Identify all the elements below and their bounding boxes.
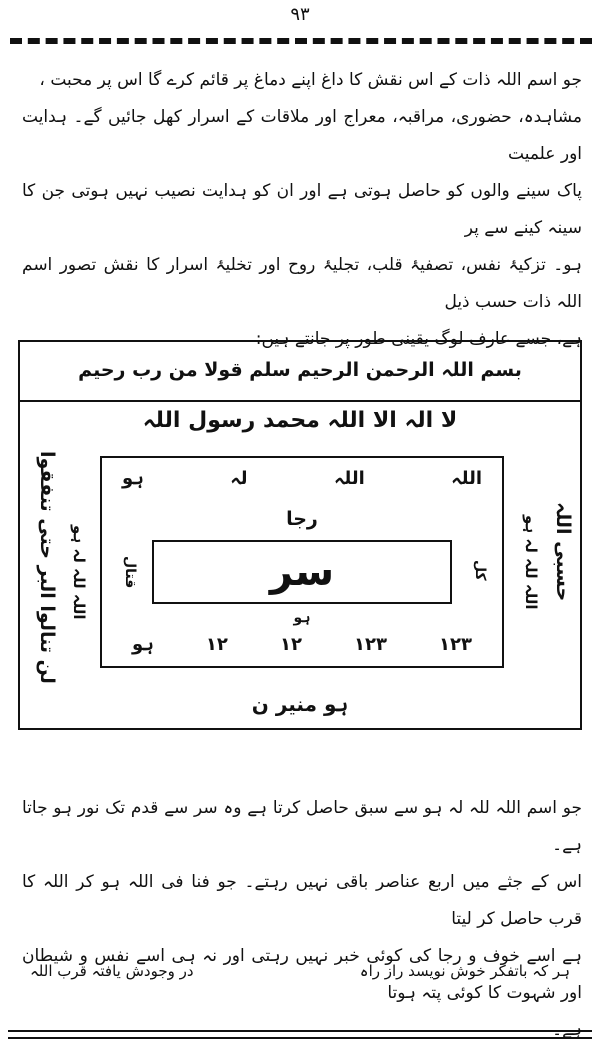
outer-left-verse: لن تنالوا البر حتی تنفقوا [36,450,58,684]
top-divider [10,38,592,44]
abjad-row [132,634,472,655]
allah-word: لہ [230,468,248,489]
persian-verse [30,962,570,992]
middle-right-text: اللہ للہ لہ ہو [522,514,540,610]
below-center-word: ہو [293,610,311,626]
text-line: جو اسم اللہ ذات کے اس نقش کا داغ اپنے دماغ پر قائم کرے گا اس پر محبت ، [39,70,582,90]
raja-label: رجا [286,508,318,530]
paragraph-intro [22,62,582,349]
text-line: ہے۔ [552,1020,582,1040]
text-line: پاک سینے والوں کو حاصل ہوتی ہے اور ان کو ہدایت نصیب نہیں ہوتی جن کا سینہ کینے سے پر [22,181,582,238]
allah-row [122,468,482,489]
allah-word: ہو [122,468,144,489]
allah-word: اللہ [333,468,365,489]
verse-right-hemistich: ہر کہ باتفکر خوش نویسد راز راہ [359,962,570,980]
abjad-item: ۱۲۳ [354,634,387,655]
outer-right-verse: حسبی اللہ [552,502,574,602]
text-line: ہو۔ تزکیۂ نفس، تصفیۂ قلب، تجلیۂ روح اور تخلیۂ اسرار کا نقش تصور اسم اللہ ذات حسب ذیل [22,255,582,312]
text-line: مشاہدہ، حضوری، مراقبہ، معراج اور ملاقات کے اسرار کھل جائیں گے۔ ہدایت اور علمیت [22,107,582,164]
inner-right-word: کل [472,559,488,581]
kalima-line: لا الہ الا اللہ محمد رسول اللہ [142,408,458,433]
bottom-divider [8,1030,592,1032]
naqsh-diagram [18,340,582,730]
abjad-item: ۱۲ [205,634,228,655]
center-box: سر [152,540,452,604]
bismillah-band: بسم اللہ الرحمن الرحیم سلم قولا من رب رحیم [20,342,580,402]
middle-left-text: اللہ للہ لہ ہو [70,524,88,620]
verse-left-hemistich: در وجودش یافتہ قرب اللہ [30,962,194,980]
page-number: ٩٣ [290,4,310,25]
text-line: ہے، جسے عارف لوگ یقینی طور پر جانتے ہیں: [255,329,582,349]
bottom-row-text: ہو منیر ن [251,692,349,716]
abjad-item: ۱۲ [279,634,302,655]
text-line: اس کے جثے میں اربع عناصر باقی نہیں رہتے۔ جو فنا فی اللہ ہو کر اللہ کا قرب حاصل کر لیتا [22,872,582,929]
inner-left-word: قتال [122,555,138,589]
abjad-item: ہو [132,634,154,655]
middle-box [100,456,504,668]
bottom-divider [8,1037,592,1039]
allah-word: اللہ [451,468,482,489]
text-line: جو اسم اللہ للہ لہ ہو سے سبق حاصل کرتا ہے وہ سر سے قدم تک نور ہو جاتا ہے۔ [22,798,582,855]
text-line: ہے اسے خوف و رجا کی کوئی خبر نہیں رہتی اور نہ ہی اسے نفس و شیطان اور شہوت کا کوئی پتہ ہوتا [22,946,582,1003]
abjad-item: ۱۲۳ [439,634,472,655]
